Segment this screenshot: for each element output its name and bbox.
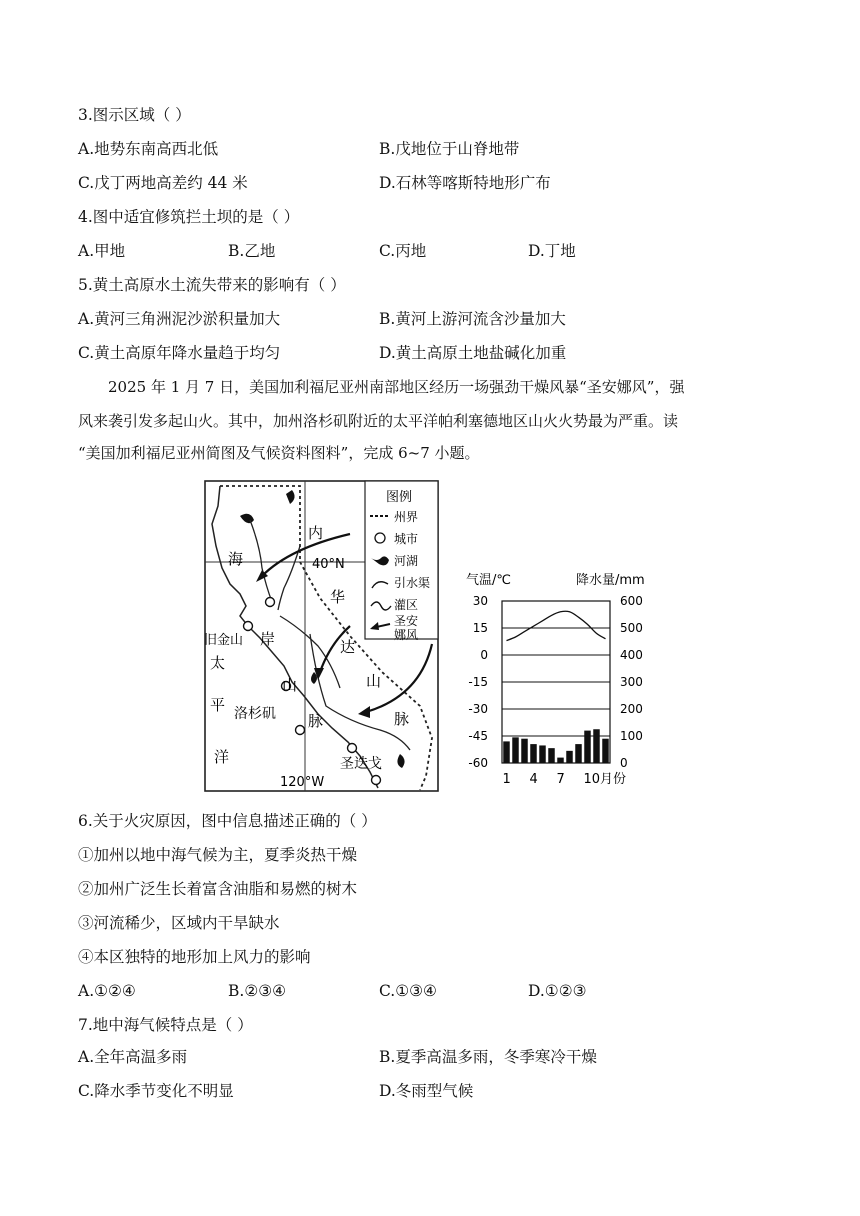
city-marker-los-angeles	[296, 726, 305, 735]
chart-right-tick-label: 500	[620, 621, 643, 635]
precipitation-bar	[503, 741, 509, 763]
legend-state-border: 州界	[394, 510, 419, 524]
question-6-option-c: C.①③④	[379, 982, 437, 1000]
question-4-option-c: C.丙地	[379, 242, 427, 260]
label-coast-4: 脉	[308, 712, 324, 730]
question-3-option-a: A.地势东南高西北低	[78, 140, 219, 158]
chart-x-ticks	[503, 772, 627, 787]
chart-left-tick-label: 30	[472, 594, 488, 608]
question-3-option-d: D.石林等喀斯特地形广布	[379, 174, 551, 192]
question-6-statement-3: ③河流稀少，区域内干旱缺水	[78, 914, 280, 932]
label-latitude: 40°N	[312, 557, 345, 572]
precipitation-bar	[566, 751, 572, 763]
legend-city-symbol	[375, 533, 385, 543]
question-4-stem: 4.图中适宜修筑拦土坝的是（ ）	[78, 208, 300, 226]
legend-wind-1: 圣安	[394, 614, 419, 628]
label-sierra-1: 内	[308, 524, 324, 542]
chart-right-tick-label: 0	[620, 756, 628, 770]
question-3-option-c: C.戊丁两地高差约 44 米	[78, 174, 248, 192]
question-7-option-b: B.夏季高温多雨，冬季寒冷干燥	[379, 1048, 597, 1066]
question-7-option-c: C.降水季节变化不明显	[78, 1082, 234, 1100]
figure	[200, 476, 645, 794]
chart-x-tick-label: 1	[502, 772, 511, 787]
label-sierra-3: 达	[340, 638, 356, 656]
city-marker-san-diego	[372, 776, 381, 785]
question-5-stem: 5.黄土高原水土流失带来的影响有（ ）	[78, 276, 346, 294]
label-ocean-1: 太	[210, 654, 226, 672]
chart-right-axis-title: 降水量/mm	[576, 573, 645, 588]
label-los-angeles: 洛杉矶	[234, 706, 276, 722]
label-sierra-5: 脉	[394, 710, 410, 728]
chart-temperature-line	[507, 611, 606, 640]
chart-left-tick-label: -15	[468, 675, 488, 689]
question-6-stem: 6.关于火灾原因，图中信息描述正确的（ ）	[78, 812, 377, 830]
precipitation-bar	[512, 737, 518, 763]
question-6-option-b: B.②③④	[228, 982, 287, 1000]
chart-x-tick-label: 7	[556, 772, 565, 787]
question-7-stem: 7.地中海气候特点是（ ）	[78, 1016, 253, 1034]
label-coast-3: 山	[282, 676, 298, 694]
precipitation-bar	[557, 758, 563, 763]
question-7-option-d: D.冬雨型气候	[379, 1082, 474, 1100]
chart-gridlines	[502, 628, 610, 736]
chart-right-tick-label: 100	[620, 729, 643, 743]
legend-city: 城市	[394, 532, 419, 546]
question-5-option-b: B.黄河上游河流含沙量加大	[379, 310, 566, 328]
label-ocean-2: 平	[210, 696, 226, 714]
passage-line-3: “美国加利福尼亚州简图及气候资料图料”，完成 6~7 小题。	[78, 444, 480, 462]
chart-right-tick-label: 400	[620, 648, 643, 662]
label-longitude: 120°W	[280, 775, 325, 790]
precipitation-bar	[548, 748, 554, 763]
label-san-francisco: 旧金山	[204, 633, 244, 648]
precipitation-bar	[530, 744, 536, 763]
precipitation-bar	[593, 729, 599, 763]
city-marker-san-francisco	[244, 622, 253, 631]
question-3-stem: 3.图示区域（ ）	[78, 106, 191, 124]
legend-irrigation: 灌区	[394, 598, 419, 612]
label-sierra-2: 华	[330, 588, 346, 606]
climate-chart	[466, 572, 645, 787]
chart-left-tick-label: 15	[472, 621, 488, 635]
map-legend	[365, 481, 438, 642]
passage-line-2: 风来袭引发多起山火。其中，加州洛杉矶附近的太平洋帕利塞德地区山火火势最为严重。读	[78, 412, 679, 430]
legend-canal: 引水渠	[394, 576, 431, 590]
chart-x-tick-label: 10月份	[583, 772, 627, 787]
chart-right-tick-label: 600	[620, 594, 643, 608]
question-5-option-c: C.黄土高原年降水量趋于均匀	[78, 344, 281, 362]
chart-right-ticks	[620, 594, 643, 770]
precipitation-bar	[575, 744, 581, 763]
label-ocean-3: 洋	[214, 748, 230, 766]
legend-river-lake: 河湖	[394, 554, 419, 568]
question-3-option-b: B.戊地位于山脊地带	[379, 140, 520, 158]
precipitation-bar	[602, 739, 608, 763]
chart-left-axis-title: 气温/℃	[466, 573, 511, 588]
question-4-option-b: B.乙地	[228, 242, 276, 260]
question-6-statement-4: ④本区独特的地形加上风力的影响	[78, 948, 311, 966]
question-4-option-d: D.丁地	[528, 242, 576, 260]
label-coast-2: 岸	[260, 630, 276, 648]
label-coast-1: 海	[228, 550, 244, 568]
chart-left-tick-label: 0	[480, 648, 488, 662]
label-san-diego: 圣迭戈	[340, 756, 382, 772]
question-5-option-d: D.黄土高原土地盐碱化加重	[379, 344, 567, 362]
question-6-option-d: D.①②③	[528, 982, 587, 1000]
passage-line-1: 2025 年 1 月 7 日，美国加利福尼亚州南部地区经历一场强劲干燥风暴“圣安娜风”，强	[108, 378, 685, 396]
chart-right-tick-label: 200	[620, 702, 643, 716]
chart-precipitation-bars	[503, 729, 608, 763]
chart-left-tick-label: -60	[468, 756, 488, 770]
question-7-option-a: A.全年高温多雨	[78, 1048, 188, 1066]
label-sierra-4: 山	[366, 672, 382, 690]
city-marker-inland	[348, 744, 357, 753]
chart-left-ticks	[468, 594, 488, 770]
chart-left-tick-label: -30	[468, 702, 488, 716]
chart-right-tick-label: 300	[620, 675, 643, 689]
question-4-option-a: A.甲地	[78, 242, 126, 260]
question-6-option-a: A.①②④	[78, 982, 136, 1000]
precipitation-bar	[521, 739, 527, 763]
city-marker-sacramento	[266, 598, 275, 607]
chart-x-tick-label: 4	[529, 772, 538, 787]
precipitation-bar	[539, 745, 545, 763]
legend-title: 图例	[386, 490, 413, 505]
question-5-option-a: A.黄河三角洲泥沙淤积量加大	[78, 310, 281, 328]
chart-left-tick-label: -45	[468, 729, 488, 743]
legend-wind-2: 娜风	[394, 628, 419, 642]
question-6-statement-2: ②加州广泛生长着富含油脂和易燃的树木	[78, 880, 358, 898]
question-6-statement-1: ①加州以地中海气候为主，夏季炎热干燥	[78, 846, 358, 864]
precipitation-bar	[584, 731, 590, 763]
